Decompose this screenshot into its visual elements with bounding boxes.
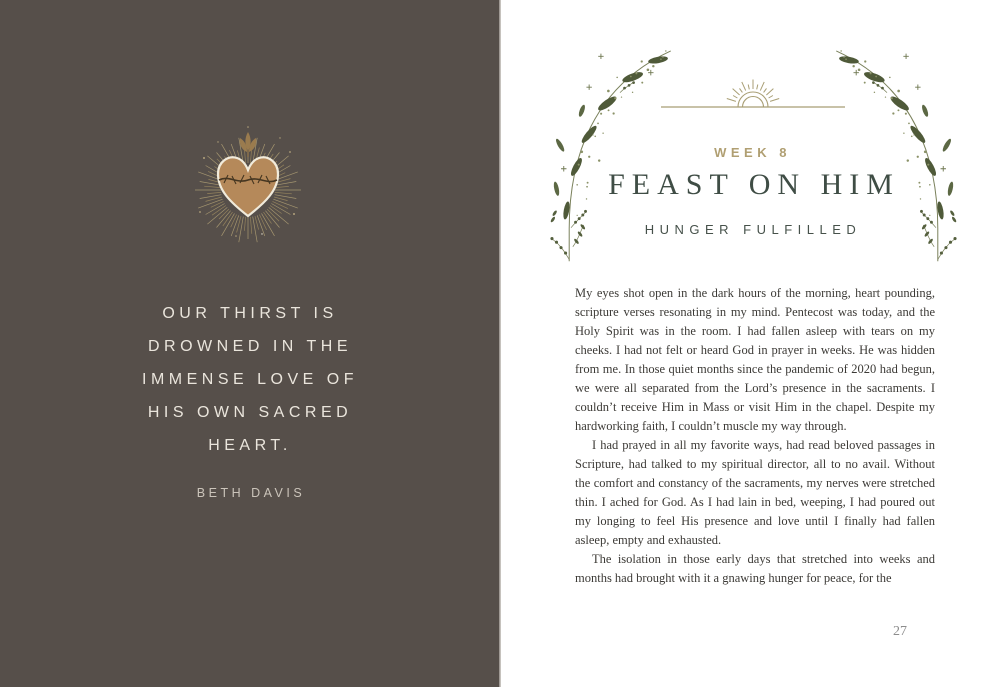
chapter-subtitle: HUNGER FULFILLED	[644, 222, 862, 237]
week-label: WEEK 8	[714, 145, 791, 160]
sun-rays	[727, 80, 779, 102]
chapter-title: FEAST ON HIM	[608, 168, 900, 201]
quote-line: DROWNED IN THE	[147, 338, 353, 355]
quote-line: HIS OWN SACRED	[147, 404, 353, 421]
page-number: 27	[893, 624, 907, 639]
right-page	[501, 0, 1000, 687]
sacred-heart-icon	[188, 124, 308, 244]
body-paragraph: I had prayed in all my favorite ways, had read beloved passages in Scripture, had talked to my spiritual director, all to no avail. Without the comfort and constancy of the sacraments, my nerves were stretched thin. I ached for God. As I had lain in bed, weeping, I had poured out my longing to feel His presence and love until I finally had fallen asleep, empty and exhausted.	[575, 438, 935, 547]
body-paragraph: The isolation in those early days that stretched into weeks and months had brought with it a gnawing hunger for peace, for the	[575, 552, 935, 585]
quote-line: HEART.	[208, 437, 292, 454]
pull-quote	[48, 297, 448, 462]
quote-attribution: BETH DAVIS	[196, 486, 306, 500]
body-paragraph: My eyes shot open in the dark hours of the morning, heart pounding, scripture verses resonating in my mind. Pentecost was today, and the Holy Spirit was in the room. I had fallen asleep with tears on my cheeks. I had not felt or heard God in prayer in weeks. He was hidden from me. In those quiet months since the pandemic of 2020 had begun, we were all separated from the Lord’s presence in the sacraments. I couldn’t receive Him in Mass or visit Him in the chapel. Despite my hardworking faith, I couldn’t muscle my way through.	[575, 286, 935, 433]
quote-line: OUR THIRST IS	[162, 305, 338, 322]
rising-sun-icon	[661, 77, 845, 111]
quote-line: IMMENSE LOVE OF	[142, 371, 358, 388]
flame-icon	[240, 132, 256, 157]
body-text	[575, 284, 935, 588]
